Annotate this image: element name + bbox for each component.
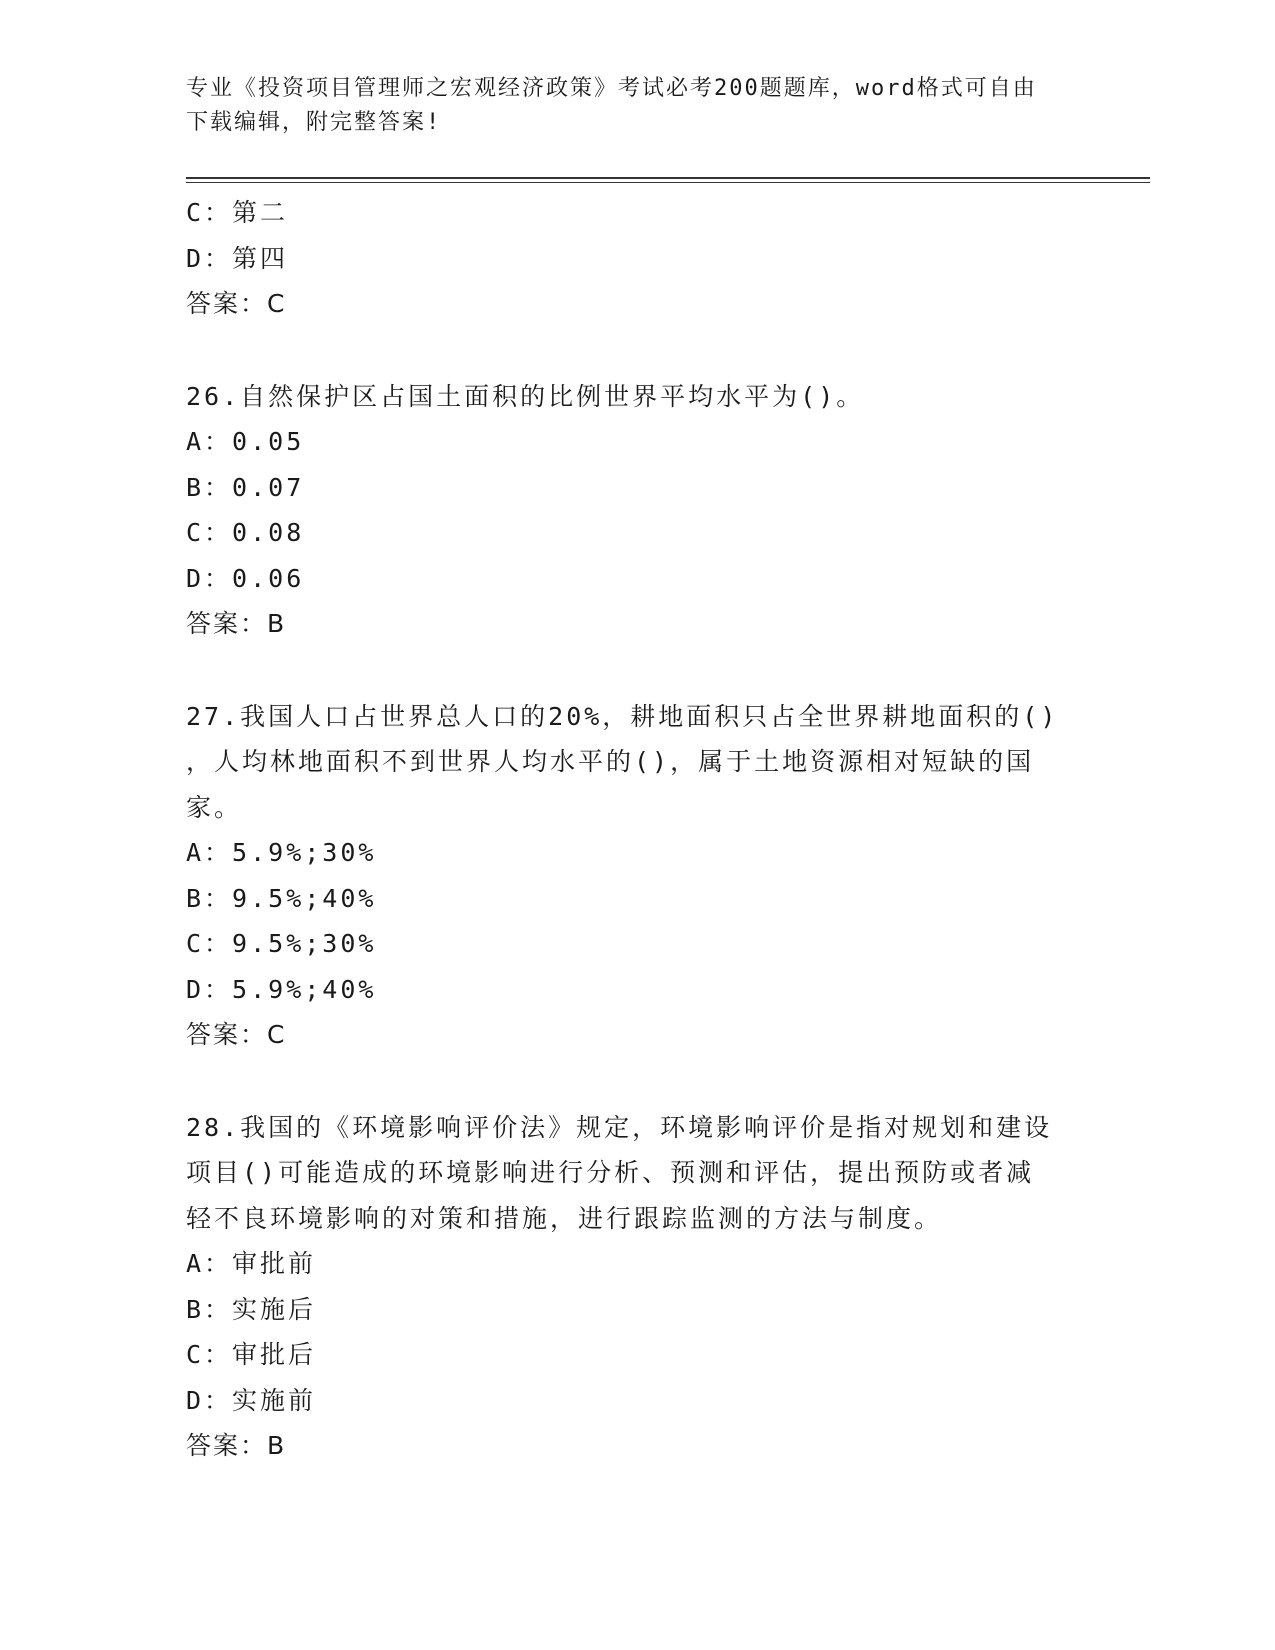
option-d: D：第四: [186, 243, 289, 273]
question-stem-line: 28.我国的《环境影响评价法》规定，环境影响评价是指对规划和建设: [186, 1112, 1053, 1142]
answer-line: 答案：C: [186, 289, 287, 318]
option-a: A：0.05: [186, 427, 305, 456]
option-d: D：5.9%;40%: [186, 974, 377, 1004]
option-d: D：0.06: [186, 563, 305, 593]
spacer: [186, 327, 1086, 374]
header-title-line-1: 专业《投资项目管理师之宏观经济政策》考试必考200题题库，word格式可自由: [186, 76, 1037, 101]
question-stem-line: 27.我国人口占世界总人口的20%，耕地面积只占全世界耕地面积的(): [186, 701, 1059, 731]
question-stem-line: ，人均林地面积不到世界人均水平的()，属于土地资源相对短缺的国: [186, 747, 1035, 776]
option-b: B：实施后: [186, 1294, 317, 1324]
question-stem-line: 项目()可能造成的环境影响进行分析、预测和评估，提出预防或者减: [186, 1158, 1035, 1187]
option-a: A：5.9%;30%: [186, 838, 377, 867]
option-b: B：0.07: [186, 472, 305, 502]
header-divider: [186, 177, 1150, 183]
option-c: C：第二: [186, 198, 289, 227]
spacer: [186, 647, 1086, 694]
option-c: C：审批后: [186, 1340, 317, 1369]
question-25-continued: [186, 190, 1086, 327]
question-stem-line: 家。: [186, 792, 243, 822]
question-stem-line: 轻不良环境影响的对策和措施，进行跟踪监测的方法与制度。: [186, 1203, 943, 1233]
question-26: [186, 374, 1086, 647]
question-28: [186, 1105, 1086, 1469]
option-c: C：9.5%;30%: [186, 929, 377, 958]
question-stem: 26.自然保护区占国土面积的比例世界平均水平为()。: [186, 381, 865, 411]
answer-line: 答案：B: [186, 1431, 287, 1460]
option-c: C：0.08: [186, 518, 305, 547]
question-list: [186, 190, 1086, 1469]
document-header: [186, 72, 1086, 140]
spacer: [186, 1058, 1086, 1105]
answer-line: 答案：B: [186, 609, 287, 638]
option-b: B：9.5%;40%: [186, 883, 377, 913]
answer-line: 答案：C: [186, 1020, 287, 1049]
question-27: [186, 694, 1086, 1058]
header-title-line-2: 下载编辑，附完整答案!: [186, 110, 442, 135]
option-d: D：实施前: [186, 1385, 317, 1415]
option-a: A：审批前: [186, 1249, 317, 1278]
